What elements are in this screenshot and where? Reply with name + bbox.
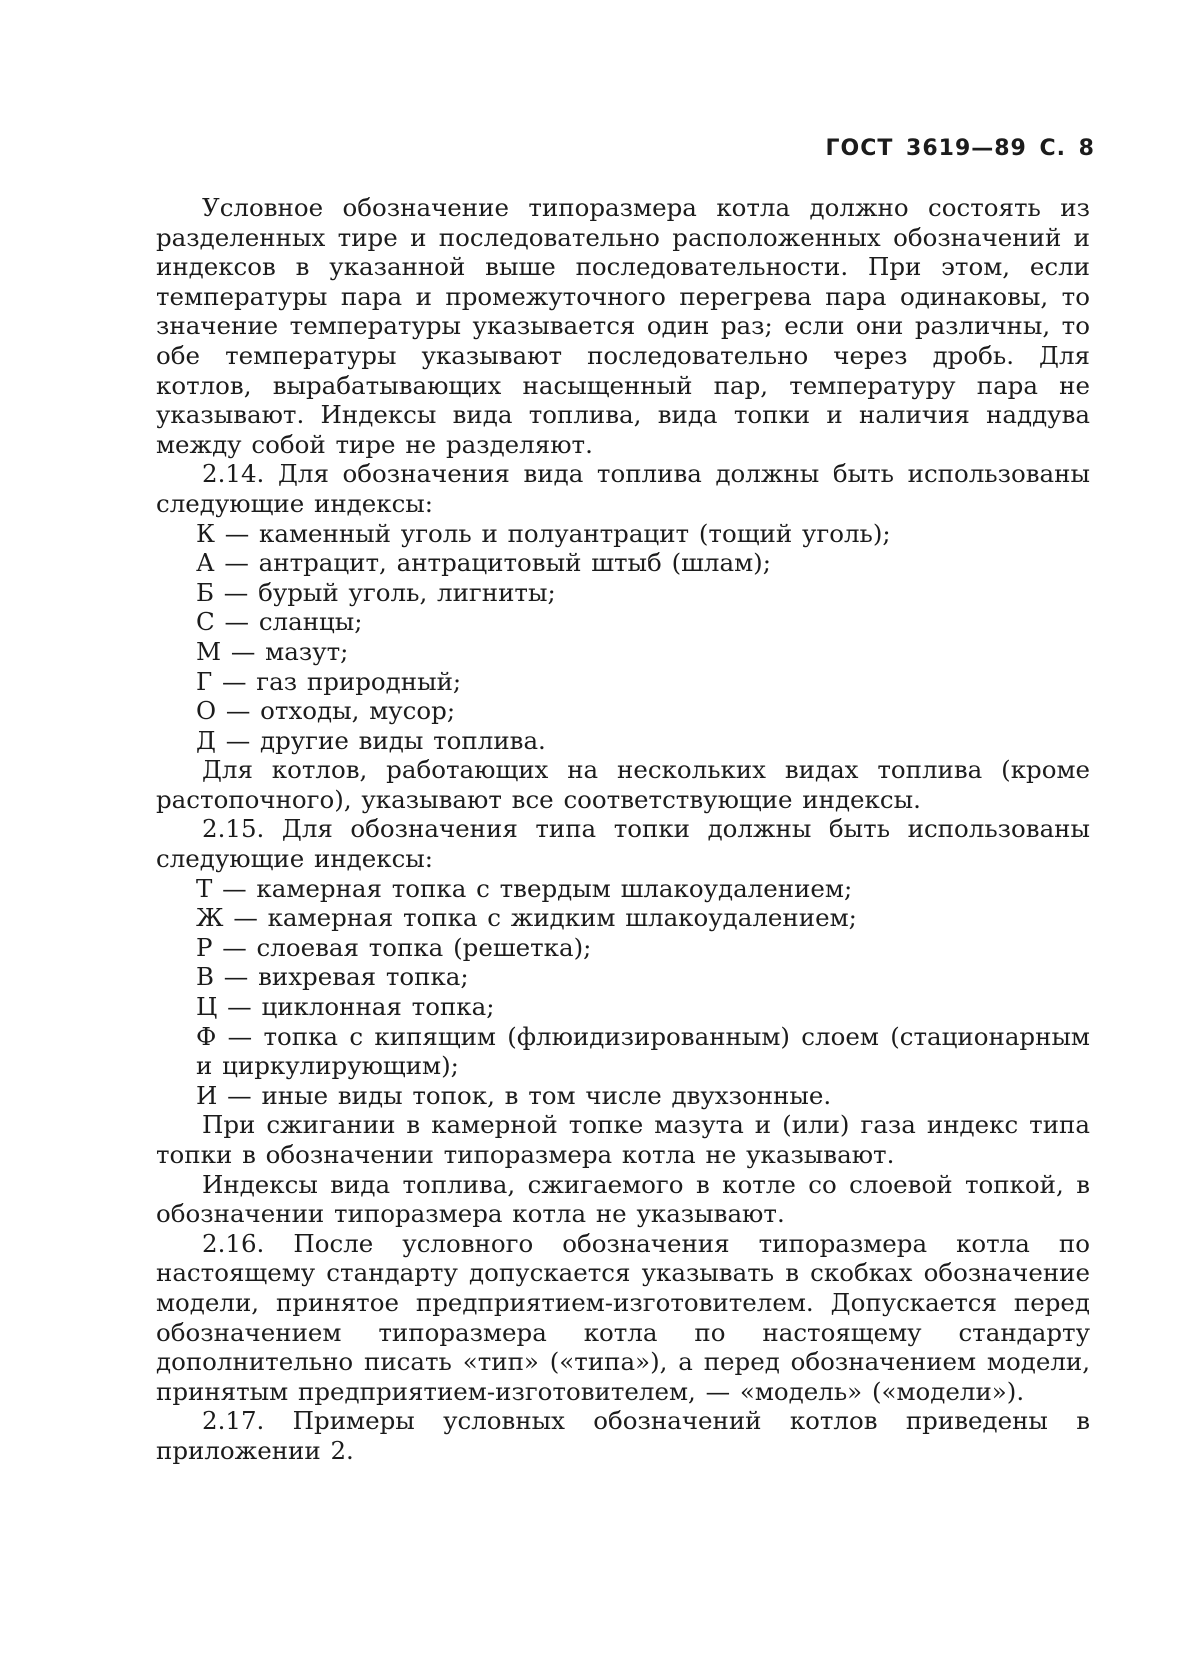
list-item: М — мазут; — [196, 636, 349, 666]
list-item: Ж — камерная топка с жидким шлакоудалением; — [196, 903, 857, 933]
paragraph-2-15: 2.15. Для обозначения типа топки должны быть использованы следующие индексы: — [156, 814, 1090, 874]
paragraph-multi-fuel: Для котлов, работающих на нескольких видах топлива (кроме растопочного), указывают все соответствующие индексы. — [156, 755, 1090, 814]
list-item: Д — другие виды топлива. — [196, 725, 546, 755]
paragraph-chamber-furnace: При сжигании в камерной топке мазута и (или) газа индекс типа топки в обозначении типоразмера котла не указывают. — [156, 1110, 1090, 1169]
list-item: С — сланцы; — [196, 607, 363, 637]
list-item: К — каменный уголь и полуантрацит (тощий уголь); — [196, 518, 891, 548]
paragraph-layer-furnace: Индексы вида топлива, сжигаемого в котле со слоевой топкой, в обозначении типоразмера котла не указывают. — [156, 1169, 1090, 1229]
list-item: Ц — циклонная топка; — [196, 992, 495, 1022]
list-item: Т — камерная топка с твердым шлакоудалением; — [196, 873, 853, 903]
list-item: И — иные виды топок, в том числе двухзонные. — [196, 1080, 832, 1110]
document-body — [156, 193, 1090, 1466]
fuel-index-list — [156, 519, 1090, 756]
list-item: А — антрацит, антрацитовый штыб (шлам); — [196, 548, 771, 578]
list-item: Г — газ природный; — [196, 666, 462, 696]
list-item: Р — слоевая топка (решетка); — [196, 932, 592, 962]
page-header: ГОСТ 3619—89 С. 8 — [825, 136, 1095, 161]
list-item: Б — бурый уголь, лигниты; — [196, 577, 556, 607]
paragraph-designation-rules: Условное обозначение типоразмера котла должно состоять из разделенных тире и последовательно расположенных обозначений и индексов в указанной выше последовательности. При этом, если температуры пара и промежуточного перегрева пара одинаковы, то значение температуры указывается один раз; если они различны, то обе температуры указывают последовательно через дробь. Для котлов, вырабатывающих насыщенный пар, температуру пара не указывают. Индексы вида топлива, вида топки и наличия наддува между собой тире не разделяют. — [156, 193, 1090, 459]
paragraph-2-14: 2.14. Для обозначения вида топлива должны быть использованы следующие индексы: — [156, 459, 1090, 518]
list-item: В — вихревая топка; — [196, 962, 469, 992]
list-item: О — отходы, мусор; — [196, 696, 456, 726]
list-item-wrapped: Ф — топка с кипящим (флюидизированным) слоем (стационарным и циркулирующим); — [196, 1021, 1090, 1081]
paragraph-2-16: 2.16. После условного обозначения типоразмера котла по настоящему стандарту допускается указывать в скобках обозначение модели, принятое предприятием-изготовителем. Допускается перед обозначением типоразмера котла по настоящему стандарту дополнительно писать «тип» («типа»), а перед обозначением модели, принятым предприятием-изготовителем, — «модель» («модели»). — [156, 1228, 1090, 1406]
paragraph-2-17: 2.17. Примеры условных обозначений котлов приведены в приложении 2. — [156, 1406, 1090, 1465]
furnace-index-list — [156, 874, 1090, 1111]
